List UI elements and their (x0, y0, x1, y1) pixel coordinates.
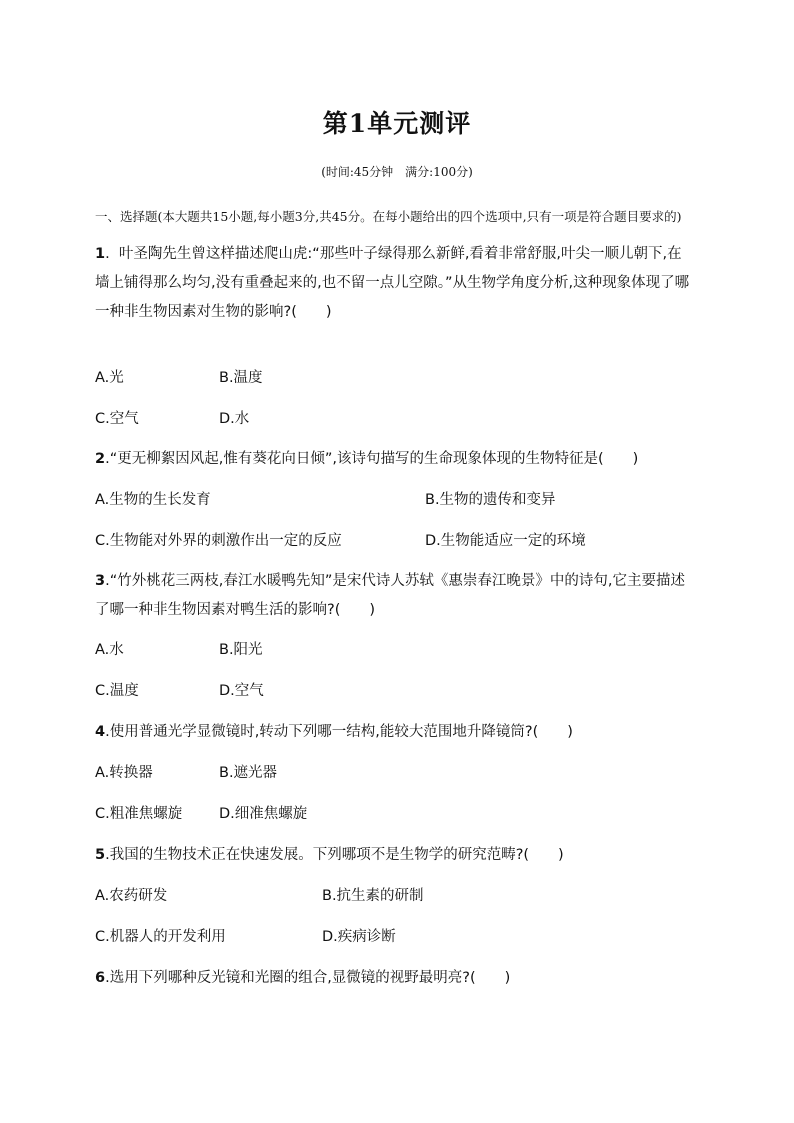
option-c: C.机器人的开发利用 (95, 929, 226, 945)
question-text: 选用下列哪种反光镜和光圈的组合,显微镜的视野最明亮?( ) (109, 970, 511, 986)
option-b: B.生物的遗传和变异 (425, 492, 556, 508)
option-a: A.光 (95, 370, 124, 386)
question-2: 2.“更无柳絮因风起,惟有葵花向日倾”,该诗句描写的生命现象体现的生物特征是( ) (95, 451, 639, 467)
option-d: D.疾病诊断 (322, 929, 396, 945)
question-1: 1. 叶圣陶先生曾这样描述爬山虎:“那些叶子绿得那么新鲜,看着非常舒服,叶尖一顺儿朝下,在墙上铺得那么均匀,没有重叠起来的,也不留一点儿空隙。”从生物学角度分析,这种现象体现了哪一种非生物因素对生物的影响?( ) (95, 246, 690, 320)
question-6: 6.选用下列哪种反光镜和光圈的组合,显微镜的视野最明亮?( ) (95, 970, 511, 986)
question-number: 4 (95, 724, 106, 740)
question-text: 叶圣陶先生曾这样描述爬山虎:“那些叶子绿得那么新鲜,看着非常舒服,叶尖一顺儿朝下,在墙上铺得那么均匀,没有重叠起来的,也不留一点儿空隙。”从生物学角度分析,这种现象体现了哪一种非生物因素对生物的影响?( ) (95, 246, 690, 320)
option-b: B.温度 (219, 370, 263, 386)
option-a: A.水 (95, 642, 124, 658)
question-text: “更无柳絮因风起,惟有葵花向日倾”,该诗句描写的生命现象体现的生物特征是( ) (109, 451, 639, 467)
question-number: 1 (95, 246, 106, 262)
exam-info: (时间:45分钟 满分:100分) (321, 165, 473, 179)
question-text: 我国的生物技术正在快速发展。下列哪项不是生物学的研究范畴?( ) (109, 847, 564, 863)
option-d: D.生物能适应一定的环境 (425, 533, 586, 549)
option-b: B.抗生素的研制 (322, 888, 424, 904)
question-number: 3 (95, 573, 106, 589)
option-c: C.粗准焦螺旋 (95, 806, 183, 822)
question-number: 5 (95, 847, 106, 863)
option-a: A.农药研发 (95, 888, 168, 904)
option-d: D.空气 (219, 683, 264, 699)
option-b: B.阳光 (219, 642, 263, 658)
question-text: “竹外桃花三两枝,春江水暖鸭先知”是宋代诗人苏轼《惠崇春江晚景》中的诗句,它主要描述了哪一种非生物因素对鸭生活的影响?( ) (95, 573, 685, 618)
option-a: A.生物的生长发育 (95, 492, 211, 508)
option-b: B.遮光器 (219, 765, 278, 781)
question-number: 2 (95, 451, 106, 467)
option-c: C.生物能对外界的刺激作出一定的反应 (95, 533, 342, 549)
option-d: D.细准焦螺旋 (219, 806, 308, 822)
question-3: 3.“竹外桃花三两枝,春江水暖鸭先知”是宋代诗人苏轼《惠崇春江晚景》中的诗句,它主要描述了哪一种非生物因素对鸭生活的影响?( ) (95, 573, 685, 618)
question-number: 6 (95, 970, 106, 986)
option-c: C.温度 (95, 683, 139, 699)
option-a: A.转换器 (95, 765, 153, 781)
section-header (95, 202, 695, 231)
question-4: 4.使用普通光学显微镜时,转动下列哪一结构,能较大范围地升降镜筒?( ) (95, 724, 573, 740)
option-c: C.空气 (95, 411, 139, 427)
question-text: 使用普通光学显微镜时,转动下列哪一结构,能较大范围地升降镜筒?( ) (109, 724, 573, 740)
page-title: 第1单元测评 (322, 109, 472, 138)
question-5: 5.我国的生物技术正在快速发展。下列哪项不是生物学的研究范畴?( ) (95, 847, 564, 863)
section-heading: 一、选择题 (95, 209, 158, 224)
option-d: D.水 (219, 411, 250, 427)
section-instructions: (本大题共15小题,每小题3分,共45分。在每小题给出的四个选项中,只有一项是符合题目要求的) (157, 209, 682, 224)
